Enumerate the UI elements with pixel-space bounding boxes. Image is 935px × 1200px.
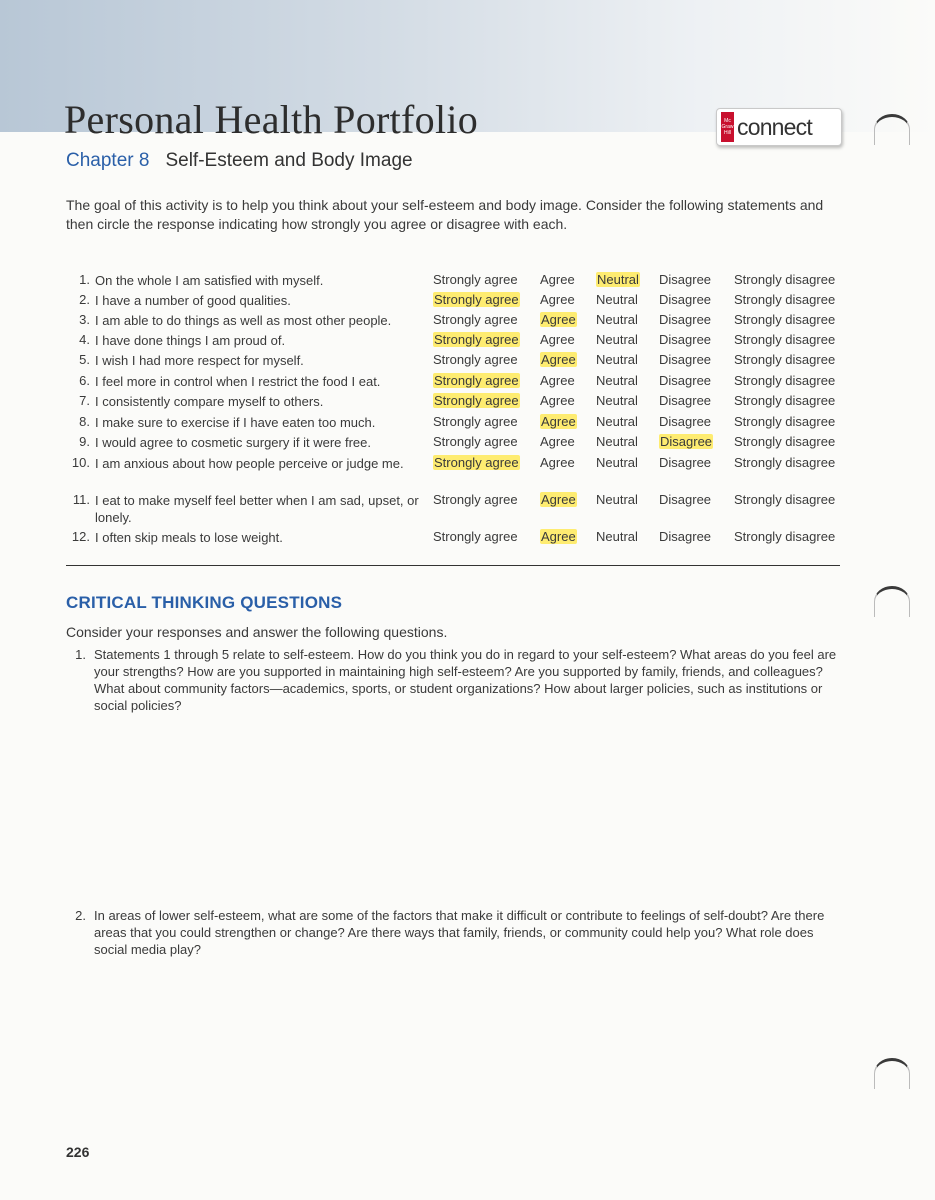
statement-number: 11. [72, 492, 90, 507]
chapter-number: Chapter 8 [66, 150, 150, 171]
response-option[interactable]: Agree [540, 272, 575, 287]
response-option[interactable]: Neutral [596, 393, 638, 408]
statement-number: 1. [79, 272, 90, 287]
response-option[interactable]: Strongly disagree [734, 292, 836, 307]
statement-text: I consistently compare myself to others. [95, 394, 324, 409]
statement-text: I have done things I am proud of. [95, 333, 286, 348]
response-option-selected[interactable]: Agree [541, 492, 576, 507]
response-option[interactable]: Agree [540, 332, 575, 347]
statement-number: 12. [71, 529, 90, 544]
statement-text: I have a number of good qualities. [95, 293, 291, 308]
response-option-selected[interactable]: Agree [541, 352, 576, 367]
response-option[interactable]: Strongly agree [433, 272, 518, 287]
response-option[interactable]: Disagree [659, 529, 712, 544]
question-2 [66, 907, 842, 958]
statement-text: I often skip meals to lose weight. [95, 530, 283, 545]
question-number: 1. [75, 647, 86, 662]
response-option[interactable]: Strongly agree [433, 492, 518, 507]
response-option[interactable]: Strongly disagree [734, 272, 836, 287]
response-option[interactable]: Disagree [659, 373, 712, 388]
response-option-selected[interactable]: Disagree [660, 434, 713, 449]
response-option[interactable]: Neutral [596, 529, 638, 544]
section-divider [66, 565, 840, 566]
page-number: 226 [66, 1144, 90, 1160]
response-option[interactable]: Agree [540, 393, 575, 408]
response-option[interactable]: Strongly agree [433, 529, 518, 544]
response-option[interactable]: Disagree [659, 393, 712, 408]
response-option[interactable]: Neutral [596, 312, 638, 327]
statement-text: I make sure to exercise if I have eaten too much. [95, 415, 376, 430]
critical-thinking-intro: Consider your responses and answer the following questions. [66, 624, 448, 640]
response-option[interactable]: Agree [540, 455, 575, 470]
intro-paragraph: The goal of this activity is to help you think about your self-esteem and body image. Consider the following statements and then circle the response indicating how strongly you agree or disagree with each. [66, 197, 824, 232]
response-option[interactable]: Agree [540, 434, 575, 449]
response-option-selected[interactable]: Strongly agree [434, 292, 519, 307]
response-option-selected[interactable]: Agree [541, 414, 576, 429]
question-number: 2. [75, 908, 86, 923]
question-text: In areas of lower self-esteem, what are some of the factors that make it difficult or contribute to feelings of self-doubt? Are there areas that you could strengthen or change? Are there ways that family, friends, or community could help you? What role does social media play? [94, 908, 825, 957]
statement-number: 9. [79, 434, 90, 449]
statement-number: 2. [79, 292, 90, 307]
page-title: Personal Health Portfolio [64, 97, 479, 142]
statement-number: 6. [79, 373, 90, 388]
response-option[interactable]: Neutral [596, 434, 638, 449]
response-option-selected[interactable]: Strongly agree [434, 455, 519, 470]
response-option[interactable]: Neutral [596, 352, 638, 367]
response-option[interactable]: Strongly agree [433, 434, 518, 449]
response-option[interactable]: Disagree [659, 352, 712, 367]
response-option[interactable]: Strongly disagree [734, 455, 836, 470]
response-option[interactable]: Disagree [659, 492, 712, 507]
statement-number: 10. [71, 455, 90, 470]
response-option[interactable]: Neutral [596, 292, 638, 307]
statement-text: I am anxious about how people perceive or judge me. [95, 456, 404, 471]
response-option[interactable]: Strongly agree [433, 312, 518, 327]
response-option[interactable]: Agree [540, 373, 575, 388]
response-option[interactable]: Neutral [596, 373, 638, 388]
statement-text: I would agree to cosmetic surgery if it were free. [95, 435, 372, 450]
binder-hole [874, 586, 910, 617]
statement-text: On the whole I am satisfied with myself. [95, 273, 324, 288]
mcgraw-hill-logo-mark: Mc Graw Hill [721, 112, 734, 142]
statement-number: 3. [79, 312, 90, 327]
response-option[interactable]: Neutral [596, 414, 638, 429]
response-option-selected[interactable]: Agree [541, 312, 576, 327]
statement-text: I feel more in control when I restrict the food I eat. [95, 374, 381, 389]
response-option-selected[interactable]: Agree [541, 529, 576, 544]
response-option-selected[interactable]: Neutral [597, 272, 639, 287]
response-option[interactable]: Neutral [596, 455, 638, 470]
response-option-selected[interactable]: Strongly agree [434, 373, 519, 388]
chapter-heading [66, 150, 413, 172]
connect-wordmark: connect [737, 113, 812, 140]
response-option[interactable]: Strongly disagree [734, 529, 836, 544]
response-option[interactable]: Disagree [659, 414, 712, 429]
chapter-title: Self-Esteem and Body Image [165, 150, 413, 171]
response-option[interactable]: Strongly disagree [734, 393, 836, 408]
response-option[interactable]: Disagree [659, 292, 712, 307]
connect-logo [716, 108, 842, 146]
response-option-selected[interactable]: Strongly agree [434, 332, 519, 347]
question-1 [66, 646, 842, 714]
statement-number: 7. [79, 393, 90, 408]
statement-text: I am able to do things as well as most other people. [95, 313, 392, 328]
response-option[interactable]: Disagree [659, 332, 712, 347]
response-option[interactable]: Disagree [659, 455, 712, 470]
response-option[interactable]: Neutral [596, 492, 638, 507]
response-option[interactable]: Strongly disagree [734, 414, 836, 429]
statement-number: 4. [79, 332, 90, 347]
response-option-selected[interactable]: Strongly agree [434, 393, 519, 408]
question-text: Statements 1 through 5 relate to self-esteem. How do you think you do in regard to your self-esteem? What areas do you feel are your strengths? How are you supported in maintaining high self-esteem? Are you supported by family, friends, and colleagues? What about community factors—academics, sports, or student organizations? How about larger policies, such as institutions or social policies? [94, 647, 837, 713]
critical-thinking-heading: CRITICAL THINKING QUESTIONS [66, 593, 343, 612]
response-option[interactable]: Strongly agree [433, 414, 518, 429]
binder-hole [874, 1058, 910, 1089]
response-option[interactable]: Strongly agree [433, 352, 518, 367]
response-option[interactable]: Strongly disagree [734, 352, 836, 367]
response-option[interactable]: Strongly disagree [734, 332, 836, 347]
response-option[interactable]: Strongly disagree [734, 434, 836, 449]
response-option[interactable]: Disagree [659, 312, 712, 327]
response-option[interactable]: Strongly disagree [734, 492, 836, 507]
response-option[interactable]: Strongly disagree [734, 373, 836, 388]
statement-number: 8. [79, 414, 90, 429]
statement-text: I eat to make myself feel better when I am sad, upset, or lonely. [95, 493, 419, 525]
statement-number: 5. [79, 352, 90, 367]
response-option[interactable]: Agree [540, 292, 575, 307]
response-option[interactable]: Strongly disagree [734, 312, 836, 327]
statement-text: I wish I had more respect for myself. [95, 353, 304, 368]
response-option[interactable]: Neutral [596, 332, 638, 347]
binder-hole [874, 114, 910, 145]
response-option[interactable]: Disagree [659, 272, 712, 287]
